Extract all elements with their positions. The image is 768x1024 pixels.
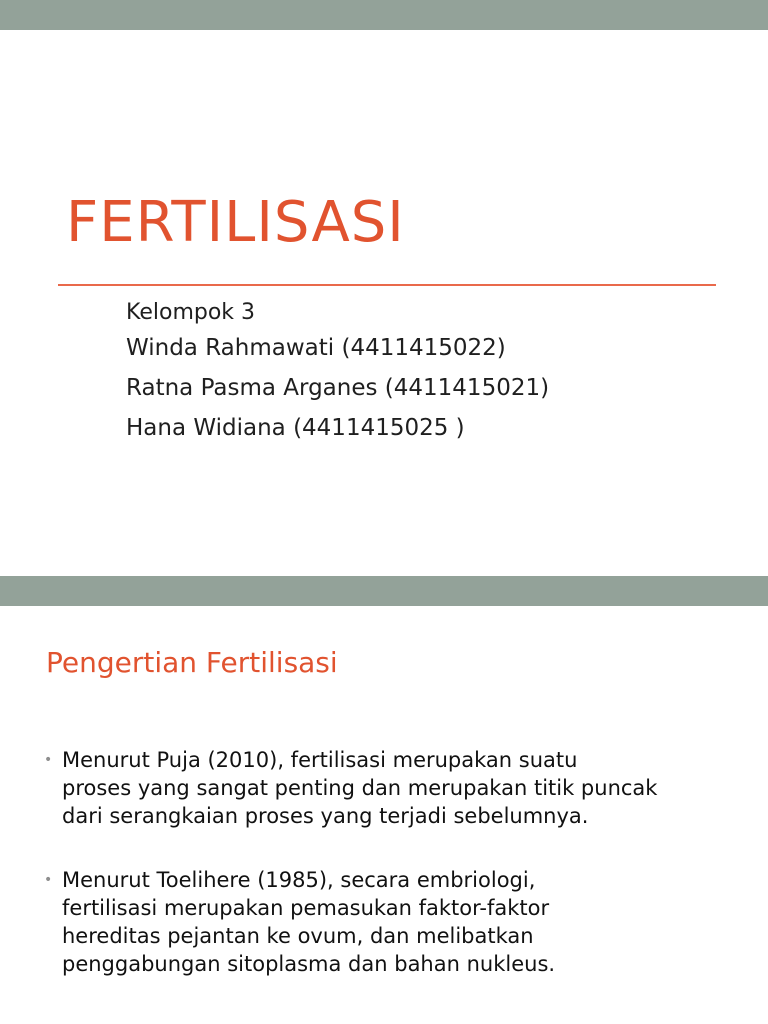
member-name: Ratna Pasma Arganes (4411415021) bbox=[126, 375, 550, 401]
title-divider bbox=[58, 284, 716, 286]
slide-separator-band bbox=[0, 576, 768, 606]
bullet-text: Menurut Toelihere (1985), secara embriologi, fertilisasi merupakan pemasukan faktor-faktor hereditas pejantan ke ovum, dan melibatkan penggabungan sitoplasma dan bahan nukleus. bbox=[62, 868, 556, 976]
bullet-icon: • bbox=[44, 752, 53, 768]
bullet-text: Menurut Puja (2010), fertilisasi merupakan suatu proses yang sangat penting dan merupakan titik puncak dari serangkaian proses yang terjadi sebelumnya. bbox=[62, 748, 658, 828]
title-slide bbox=[0, 30, 768, 576]
group-label: Kelompok 3 bbox=[126, 300, 256, 325]
top-band bbox=[0, 0, 768, 30]
content-slide bbox=[0, 606, 768, 1024]
bullet-icon: • bbox=[44, 872, 53, 888]
bullet-item bbox=[44, 866, 734, 978]
section-title: Pengertian Fertilisasi bbox=[46, 646, 338, 679]
bullet-list bbox=[44, 746, 734, 1014]
subtitle-block bbox=[126, 298, 549, 448]
slide-title: FERTILISASI bbox=[66, 190, 405, 255]
member-name: Hana Widiana (4411415025 ) bbox=[126, 415, 465, 441]
member-name: Winda Rahmawati (4411415022) bbox=[126, 335, 506, 361]
bullet-item bbox=[44, 746, 734, 830]
